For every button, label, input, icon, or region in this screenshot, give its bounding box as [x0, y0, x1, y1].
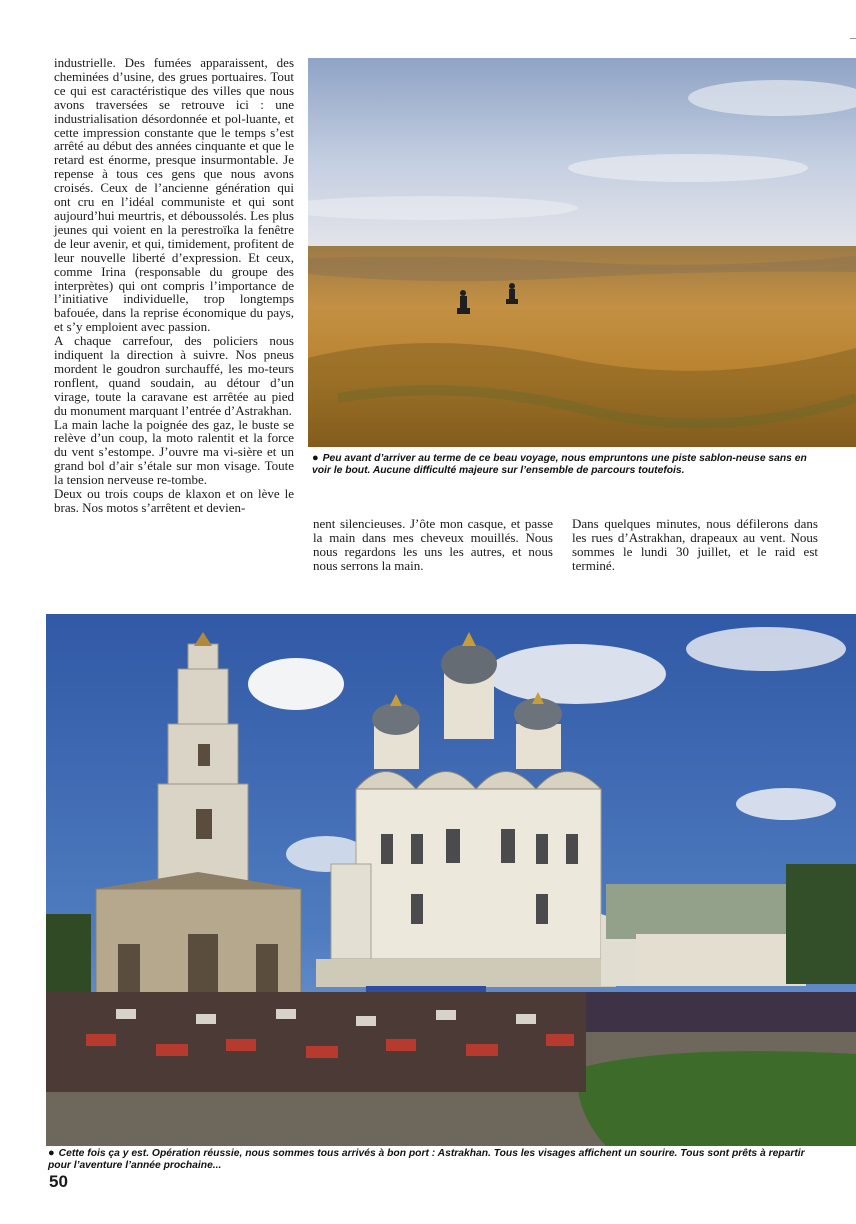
caption-bullet: ●	[48, 1147, 55, 1159]
article-column-3: Dans quelques minutes, nous défilerons dans les rues d’Astrakhan, drapeaux au vent. Nous sommes le lundi 30 juillet, et le raid est terminé.	[572, 516, 818, 573]
kremlin-caption-text: Cette fois ça y est. Opération réussie, nous sommes tous arrivés à bon port : Astrakhan. Tous les visages affichent un sourire. Tous sont prêts à repartir pour l’aventure l’année prochaine...	[48, 1148, 805, 1171]
article-column-2: nent silencieuses. J’ôte mon casque, et passe la main dans mes cheveux mouillés. Nous nous regardons les uns les autres, et nous nous serrons la main.	[313, 516, 553, 573]
steppe-photo-caption	[312, 453, 822, 476]
article-column-1: industrielle. Des fumées apparaissent, des cheminées d’usine, des grues portuaires. Tout ce qui est caractéristique des villes que nous avons traversées se retrouve ici : une industrialisation désordonnée et pol-luante, et cette impression constante que le temps s’est arrêté au début des années cinquante et que le retard est énorme, presque insurmontable. Je repense à tous ces gens que nous avons croisés. Ceux de l’ancienne génération qui ont cru en l’idéal communiste et qui sont aujourd’hui meurtris, et déboussolés. Les plus jeunes qui voient en la perestroïka la fenêtre de leur avenir, et qui, timidement, profitent de leur nouvelle liberté d’expression. Et ceux, comme Irina (responsable du groupe des interprètes) qui ont compris l’importance de l’initiative individuelle, trop longtemps bafouée, dans la reprise économique du pays, et s’y emploient avec passion. A chaque carrefour, des policiers nous indiquent la direction à suivre. Nos pneus mordent le goudron surchauffé, les mo-teurs ronflent, quand soudain, au détour d’un virage, toute la caravane est arrêtée au pied du monument marquant l’entrée d’Astrakhan. La main lache la poignée des gaz, le buste se relève d’un coup, la moto ralentit et la force du vent s’estompe. J’ouvre ma vi-sière et un grand bol d’air s’étale sur mon visage. Toute la tension nerveuse re-tombe. Deux ou trois coups de klaxon et on lève le bras. Nos motos s’arrêtent et devien-	[54, 55, 294, 515]
astrakhan-kremlin-photo	[46, 614, 856, 1146]
kremlin-photo-caption	[48, 1148, 828, 1171]
page-number: 50	[49, 1172, 68, 1191]
page-edge-mark	[850, 38, 856, 39]
caption-bullet: ●	[312, 452, 319, 464]
steppe-caption-text: Peu avant d’arriver au terme de ce beau voyage, nous empruntons une piste sablon-neuse sans en voir le bout. Aucune difficulté majeure sur l’ensemble de parcours toutefois.	[312, 453, 807, 476]
steppe-riders-photo	[308, 58, 856, 447]
